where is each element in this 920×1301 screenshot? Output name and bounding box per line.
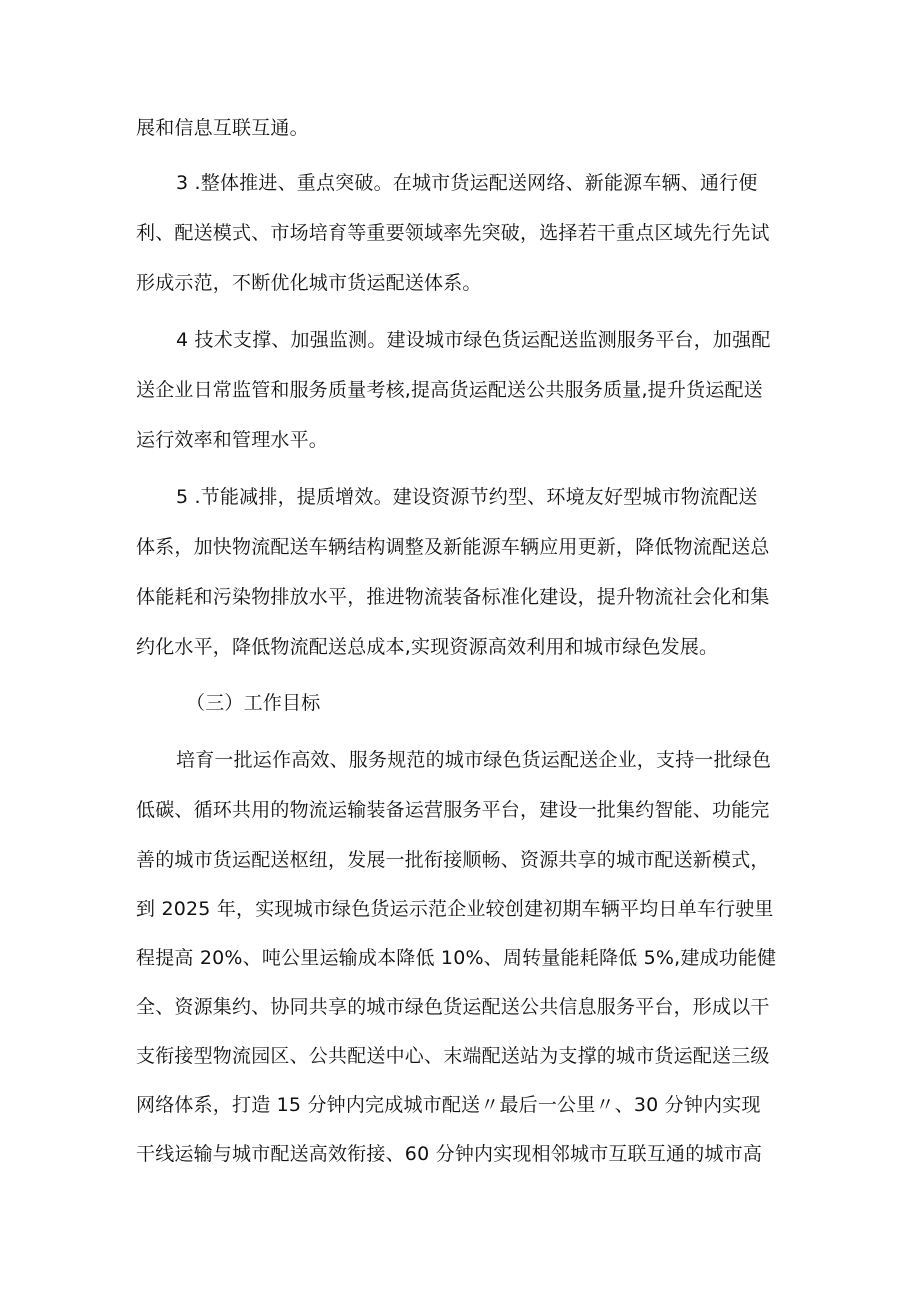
- paragraph-5-line-3: 善的城市货运配送枢纽，发展一批衔接顺畅、资源共享的城市配送新模式，: [136, 849, 770, 871]
- paragraph-2-line-3: 形成示范，不断优化城市货运配送体系。: [136, 272, 482, 294]
- paragraph-4-line-2: 体系，加快物流配送车辆结构调整及新能源车辆应用更新，降低物流配送总: [136, 536, 770, 558]
- paragraph-5-line-1: 培育一批运作高效、服务规范的城市绿色货运配送企业，支持一批绿色: [176, 749, 772, 771]
- paragraph-5-line-2: 低碳、循环共用的物流运输装备运营服务平台，建设一批集约智能、功能完: [136, 799, 770, 821]
- paragraph-1-line-1: 展和信息互联互通。: [136, 117, 309, 139]
- paragraph-3-line-2: 送企业日常监管和服务质量考核,提高货运配送公共服务质量,提升货运配送: [136, 379, 763, 401]
- paragraph-4-line-1: 5 .节能减排，提质增效。建设资源节约型、环境友好型城市物流配送: [176, 486, 758, 508]
- paragraph-3-line-1: 4 技术支撑、加强监测。建设城市绿色货运配送监测服务平台，加强配: [176, 329, 771, 351]
- paragraph-5-line-9: 干线运输与城市配送高效衔接、60 分钟内实现相邻城市互联互通的城市高: [136, 1143, 763, 1165]
- paragraph-5-line-5: 程提高 20%、吨公里运输成本降低 10%、周转量能耗降低 5%,建成功能健: [136, 947, 777, 969]
- paragraph-5-line-4: 到 2025 年，实现城市绿色货运示范企业较创建初期车辆平均日单车行驶里: [136, 898, 774, 920]
- paragraph-3-line-3: 运行效率和管理水平。: [136, 429, 329, 451]
- paragraph-5-line-8: 网络体系，打造 15 分钟内完成城市配送〃最后一公里〃、30 分钟内实现: [136, 1094, 761, 1116]
- paragraph-2-line-1: 3 .整体推进、重点突破。在城市货运配送网络、新能源车辆、通行便: [176, 172, 758, 194]
- paragraph-2-line-2: 利、配送模式、市场培育等重要领域率先突破，选择若干重点区域先行先试: [136, 222, 770, 244]
- paragraph-5-line-7: 支衔接型物流园区、公共配送中心、末端配送站为支撑的城市货运配送三级: [136, 1045, 770, 1067]
- paragraph-4-line-3: 体能耗和污染物排放水平，推进物流装备标准化建设，提升物流社会化和集: [136, 586, 770, 608]
- section-heading: （三）工作目标: [186, 692, 321, 714]
- paragraph-4-line-4: 约化水平，降低物流配送总成本,实现资源高效利用和城市绿色发展。: [136, 636, 719, 658]
- paragraph-5-line-6: 全、资源集约、协同共享的城市绿色货运配送公共信息服务平台，形成以干: [136, 996, 770, 1018]
